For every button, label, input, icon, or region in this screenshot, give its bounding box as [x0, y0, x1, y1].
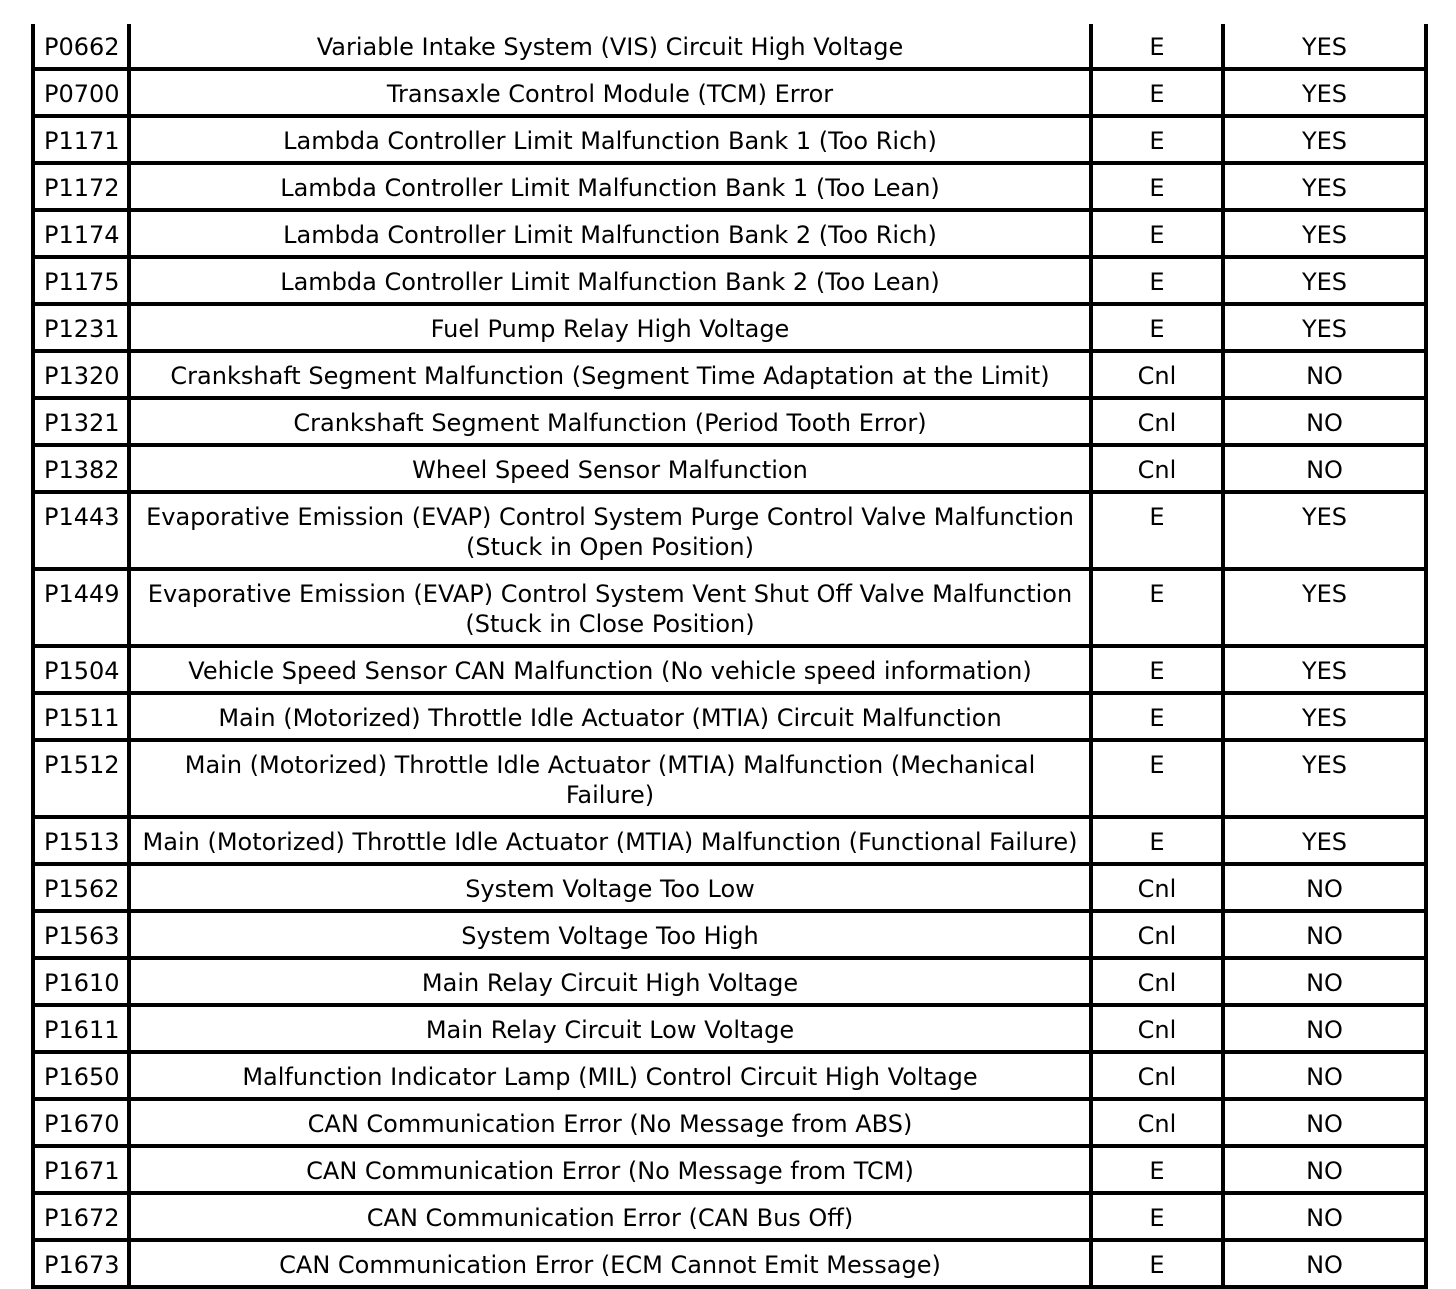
- table-row: [33, 304, 1426, 351]
- dtc-type-cell: E: [1091, 1146, 1223, 1193]
- dtc-description-cell: CAN Communication Error (CAN Bus Off): [129, 1193, 1091, 1240]
- table-row: [33, 569, 1426, 646]
- dtc-mil-cell: YES: [1223, 817, 1426, 864]
- dtc-code-cell: P1175: [33, 257, 129, 304]
- dtc-mil-cell: NO: [1223, 1005, 1426, 1052]
- dtc-description-cell: Transaxle Control Module (TCM) Error: [129, 69, 1091, 116]
- dtc-code-cell: P1650: [33, 1052, 129, 1099]
- dtc-code-cell: P1670: [33, 1099, 129, 1146]
- dtc-type-cell: Cnl: [1091, 1052, 1223, 1099]
- dtc-type-cell: E: [1091, 24, 1223, 69]
- dtc-mil-cell: YES: [1223, 646, 1426, 693]
- dtc-description-cell: System Voltage Too Low: [129, 864, 1091, 911]
- dtc-type-cell: E: [1091, 646, 1223, 693]
- dtc-description-cell: Lambda Controller Limit Malfunction Bank 2 (Too Rich): [129, 210, 1091, 257]
- dtc-mil-cell: NO: [1223, 864, 1426, 911]
- dtc-code-cell: P1321: [33, 398, 129, 445]
- dtc-type-cell: E: [1091, 116, 1223, 163]
- dtc-type-cell: E: [1091, 1193, 1223, 1240]
- dtc-description-cell: Main (Motorized) Throttle Idle Actuator (MTIA) Circuit Malfunction: [129, 693, 1091, 740]
- dtc-type-cell: Cnl: [1091, 1099, 1223, 1146]
- table-row: [33, 116, 1426, 163]
- dtc-mil-cell: NO: [1223, 1146, 1426, 1193]
- table-row: [33, 492, 1426, 569]
- dtc-mil-cell: YES: [1223, 116, 1426, 163]
- dtc-mil-cell: NO: [1223, 1193, 1426, 1240]
- dtc-description-cell: Main Relay Circuit High Voltage: [129, 958, 1091, 1005]
- dtc-description-cell: CAN Communication Error (No Message from ABS): [129, 1099, 1091, 1146]
- table-row: [33, 1052, 1426, 1099]
- dtc-code-cell: P1382: [33, 445, 129, 492]
- dtc-code-cell: P1562: [33, 864, 129, 911]
- dtc-type-cell: E: [1091, 69, 1223, 116]
- dtc-description-cell: Lambda Controller Limit Malfunction Bank 2 (Too Lean): [129, 257, 1091, 304]
- dtc-type-cell: Cnl: [1091, 445, 1223, 492]
- dtc-table: [31, 24, 1428, 1289]
- dtc-mil-cell: NO: [1223, 351, 1426, 398]
- table-row: [33, 1146, 1426, 1193]
- dtc-type-cell: Cnl: [1091, 1005, 1223, 1052]
- table-row: [33, 958, 1426, 1005]
- dtc-code-cell: P1673: [33, 1240, 129, 1287]
- dtc-type-cell: E: [1091, 492, 1223, 569]
- table-row: [33, 445, 1426, 492]
- table-row: [33, 398, 1426, 445]
- dtc-mil-cell: NO: [1223, 1052, 1426, 1099]
- table-row: [33, 1005, 1426, 1052]
- table-row: [33, 257, 1426, 304]
- table-row: [33, 817, 1426, 864]
- dtc-description-cell: Malfunction Indicator Lamp (MIL) Control Circuit High Voltage: [129, 1052, 1091, 1099]
- dtc-mil-cell: NO: [1223, 911, 1426, 958]
- dtc-code-cell: P1511: [33, 693, 129, 740]
- dtc-code-cell: P1563: [33, 911, 129, 958]
- table-row: [33, 351, 1426, 398]
- dtc-type-cell: E: [1091, 210, 1223, 257]
- dtc-description-cell: Evaporative Emission (EVAP) Control System Vent Shut Off Valve Malfunction (Stuck in Close Position): [129, 569, 1091, 646]
- dtc-type-cell: E: [1091, 304, 1223, 351]
- dtc-description-cell: Main (Motorized) Throttle Idle Actuator (MTIA) Malfunction (Functional Failure): [129, 817, 1091, 864]
- dtc-description-cell: Lambda Controller Limit Malfunction Bank 1 (Too Lean): [129, 163, 1091, 210]
- table-row: [33, 163, 1426, 210]
- dtc-description-cell: Variable Intake System (VIS) Circuit High Voltage: [129, 24, 1091, 69]
- dtc-type-cell: E: [1091, 569, 1223, 646]
- dtc-code-cell: P1672: [33, 1193, 129, 1240]
- dtc-type-cell: E: [1091, 817, 1223, 864]
- dtc-mil-cell: YES: [1223, 740, 1426, 817]
- table-row: [33, 693, 1426, 740]
- table-row: [33, 740, 1426, 817]
- dtc-mil-cell: YES: [1223, 693, 1426, 740]
- dtc-description-cell: Main (Motorized) Throttle Idle Actuator (MTIA) Malfunction (Mechanical Failure): [129, 740, 1091, 817]
- table-row: [33, 1099, 1426, 1146]
- dtc-code-cell: P1671: [33, 1146, 129, 1193]
- dtc-table-container: [31, 24, 1424, 1289]
- dtc-code-cell: P1512: [33, 740, 129, 817]
- dtc-mil-cell: YES: [1223, 257, 1426, 304]
- dtc-type-cell: Cnl: [1091, 351, 1223, 398]
- table-row: [33, 864, 1426, 911]
- dtc-mil-cell: NO: [1223, 1099, 1426, 1146]
- dtc-code-cell: P1449: [33, 569, 129, 646]
- table-row: [33, 1193, 1426, 1240]
- dtc-code-cell: P1611: [33, 1005, 129, 1052]
- dtc-description-cell: Fuel Pump Relay High Voltage: [129, 304, 1091, 351]
- dtc-description-cell: Crankshaft Segment Malfunction (Segment Time Adaptation at the Limit): [129, 351, 1091, 398]
- dtc-description-cell: Wheel Speed Sensor Malfunction: [129, 445, 1091, 492]
- table-row: [33, 69, 1426, 116]
- dtc-code-cell: P1443: [33, 492, 129, 569]
- dtc-type-cell: Cnl: [1091, 958, 1223, 1005]
- dtc-type-cell: Cnl: [1091, 398, 1223, 445]
- dtc-code-cell: P0662: [33, 24, 129, 69]
- dtc-code-cell: P1610: [33, 958, 129, 1005]
- dtc-code-cell: P1513: [33, 817, 129, 864]
- dtc-mil-cell: YES: [1223, 492, 1426, 569]
- dtc-code-cell: P1172: [33, 163, 129, 210]
- dtc-mil-cell: YES: [1223, 163, 1426, 210]
- dtc-code-cell: P1174: [33, 210, 129, 257]
- dtc-code-cell: P1231: [33, 304, 129, 351]
- table-row: [33, 646, 1426, 693]
- dtc-type-cell: Cnl: [1091, 911, 1223, 958]
- dtc-code-cell: P0700: [33, 69, 129, 116]
- dtc-description-cell: CAN Communication Error (No Message from TCM): [129, 1146, 1091, 1193]
- dtc-type-cell: E: [1091, 257, 1223, 304]
- dtc-type-cell: E: [1091, 163, 1223, 210]
- dtc-code-cell: P1171: [33, 116, 129, 163]
- dtc-description-cell: Main Relay Circuit Low Voltage: [129, 1005, 1091, 1052]
- dtc-mil-cell: NO: [1223, 398, 1426, 445]
- dtc-mil-cell: YES: [1223, 24, 1426, 69]
- dtc-code-cell: P1320: [33, 351, 129, 398]
- dtc-mil-cell: NO: [1223, 958, 1426, 1005]
- dtc-mil-cell: YES: [1223, 569, 1426, 646]
- table-row: [33, 210, 1426, 257]
- dtc-table-body: [33, 24, 1426, 1287]
- dtc-type-cell: E: [1091, 740, 1223, 817]
- dtc-description-cell: System Voltage Too High: [129, 911, 1091, 958]
- table-row: [33, 911, 1426, 958]
- dtc-description-cell: Crankshaft Segment Malfunction (Period Tooth Error): [129, 398, 1091, 445]
- dtc-description-cell: Evaporative Emission (EVAP) Control System Purge Control Valve Malfunction (Stuck in Open Position): [129, 492, 1091, 569]
- dtc-type-cell: E: [1091, 693, 1223, 740]
- dtc-code-cell: P1504: [33, 646, 129, 693]
- dtc-type-cell: Cnl: [1091, 864, 1223, 911]
- dtc-mil-cell: YES: [1223, 69, 1426, 116]
- dtc-mil-cell: NO: [1223, 445, 1426, 492]
- dtc-description-cell: Vehicle Speed Sensor CAN Malfunction (No vehicle speed information): [129, 646, 1091, 693]
- dtc-type-cell: E: [1091, 1240, 1223, 1287]
- dtc-mil-cell: NO: [1223, 1240, 1426, 1287]
- dtc-description-cell: CAN Communication Error (ECM Cannot Emit Message): [129, 1240, 1091, 1287]
- dtc-mil-cell: YES: [1223, 210, 1426, 257]
- dtc-mil-cell: YES: [1223, 304, 1426, 351]
- table-row: [33, 24, 1426, 69]
- dtc-description-cell: Lambda Controller Limit Malfunction Bank 1 (Too Rich): [129, 116, 1091, 163]
